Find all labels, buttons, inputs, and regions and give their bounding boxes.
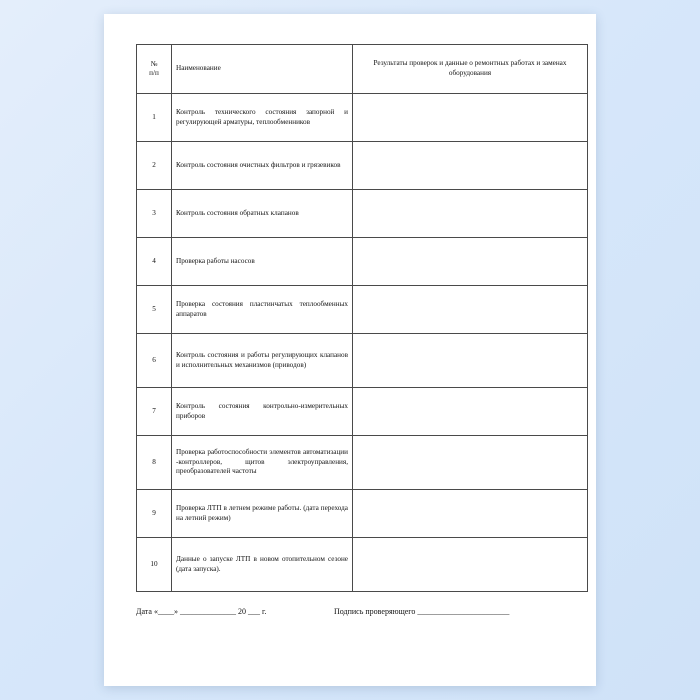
document-content <box>136 44 567 616</box>
row-result[interactable] <box>353 436 588 490</box>
row-name: Контроль состояния обратных клапанов <box>172 190 353 238</box>
row-result[interactable] <box>353 238 588 286</box>
column-header-number-line1: № <box>150 60 158 68</box>
row-number: 2 <box>137 142 172 190</box>
row-result[interactable] <box>353 490 588 538</box>
date-field-label[interactable]: Дата «____» ______________ 20 ___ г. <box>136 607 267 616</box>
row-name: Контроль состояния и работы регулирующих клапанов и исполнительных механизмов (приводов) <box>172 334 353 388</box>
table-row <box>137 490 588 538</box>
row-name: Контроль технического состояния запорной и регулирующей арматуры, теплообменников <box>172 94 353 142</box>
table-row <box>137 238 588 286</box>
row-name: Контроль состояния контрольно-измерительных приборов <box>172 388 353 436</box>
column-header-number-line2: п/п <box>149 69 159 77</box>
table-row <box>137 94 588 142</box>
row-number: 4 <box>137 238 172 286</box>
row-name: Данные о запуске ЛТП в новом отопительном сезоне (дата запуска). <box>172 538 353 592</box>
table-row <box>137 436 588 490</box>
row-number: 7 <box>137 388 172 436</box>
signature-field-label[interactable]: Подпись проверяющего _______________________ <box>334 607 510 616</box>
row-result[interactable] <box>353 286 588 334</box>
row-number: 10 <box>137 538 172 592</box>
document-footer <box>136 607 564 616</box>
row-number: 8 <box>137 436 172 490</box>
row-number: 9 <box>137 490 172 538</box>
table-row <box>137 538 588 592</box>
row-number: 3 <box>137 190 172 238</box>
row-name: Контроль состояния очистных фильтров и грязевиков <box>172 142 353 190</box>
row-number: 1 <box>137 94 172 142</box>
table-row <box>137 334 588 388</box>
inspection-log-table <box>136 44 588 592</box>
table-header <box>137 45 588 94</box>
column-header-name: Наименование <box>172 45 353 94</box>
row-result[interactable] <box>353 94 588 142</box>
row-result[interactable] <box>353 334 588 388</box>
row-result[interactable] <box>353 142 588 190</box>
column-header-results: Результаты проверок и данные о ремонтных работах и заменах оборудования <box>353 45 588 94</box>
table-row <box>137 190 588 238</box>
row-name: Проверка работоспособности элементов автоматизации -контроллеров, щитов электроуправления, преобразователей частоты <box>172 436 353 490</box>
row-number: 6 <box>137 334 172 388</box>
row-name: Проверка работы насосов <box>172 238 353 286</box>
row-result[interactable] <box>353 388 588 436</box>
row-number: 5 <box>137 286 172 334</box>
table-row <box>137 286 588 334</box>
table-row <box>137 142 588 190</box>
table-body <box>137 94 588 592</box>
column-header-number <box>137 45 172 94</box>
row-result[interactable] <box>353 190 588 238</box>
row-result[interactable] <box>353 538 588 592</box>
row-name: Проверка состояния пластинчатых теплообменных аппаратов <box>172 286 353 334</box>
table-header-row <box>137 45 588 94</box>
document-page <box>104 14 596 686</box>
table-row <box>137 388 588 436</box>
row-name: Проверка ЛТП в летнем режиме работы. (дата перехода на летний режим) <box>172 490 353 538</box>
